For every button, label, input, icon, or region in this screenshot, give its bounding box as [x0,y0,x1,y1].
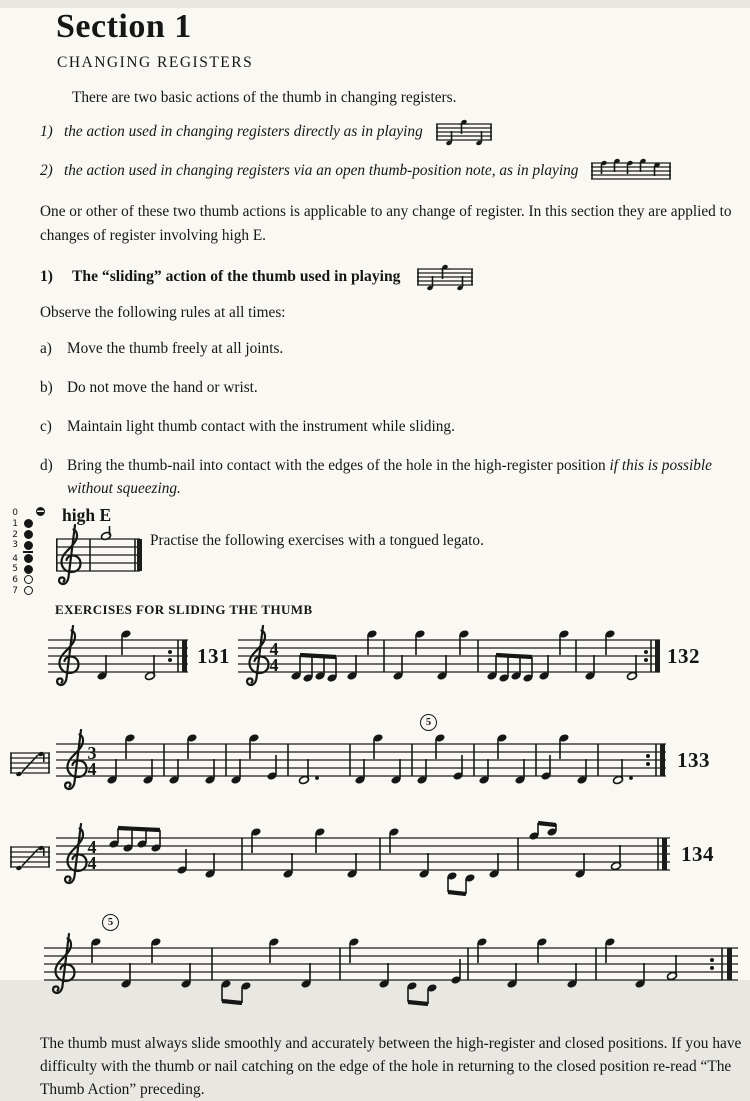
finger-mark-circle: 5 [420,714,437,731]
open-hole-icon [24,586,33,595]
page-title: Section 1 [56,8,192,45]
fingering-row [8,529,45,540]
rule-d-text-italic: if this is possible without squeezing. [67,457,712,498]
closed-hole-icon [24,554,33,563]
rule-d-text-normal: Bring the thumb-nail into contact with the edges of the hole in the high-register position [67,457,610,475]
exercise-135-staff [44,930,744,1008]
exercise-134-staff [56,820,678,898]
finger-mark-circle: 5 [102,914,119,931]
staff-excerpt-icon [590,157,672,185]
item-1-label: 1) [40,123,53,140]
closed-hole-icon [24,519,33,528]
exercise-132-staff [238,622,664,700]
hole-number: 1 [12,518,18,529]
action-item-1 [40,118,750,146]
staff-excerpt-icon [416,263,474,291]
closed-hole-icon [24,565,33,574]
fingering-row [8,519,45,530]
rule-b-text: Do not move the hand or wrist. [67,379,258,397]
observe-line: Observe the following rules at all times: [40,304,286,322]
time-signature-bottom: 4 [87,759,97,780]
exercise-number-131: 131 [197,644,230,669]
sliding-heading-label: 1) [40,268,53,286]
rule-c [40,416,740,439]
closed-hole-icon [24,541,33,550]
rule-b [40,377,740,400]
hole-number: 4 [12,553,18,564]
rule-a-text: Move the thumb freely at all joints. [67,340,284,358]
fingering-and-highE [0,505,750,600]
hole-number: 6 [12,574,18,585]
exercise-number-132: 132 [667,644,700,669]
hole-number: 7 [12,585,18,596]
fingering-row [8,508,45,519]
highE-staff [50,525,144,589]
sliding-heading-text: The “sliding” action of the thumb used in playing [72,268,401,286]
rule-d [40,455,740,501]
staff-row-1 [48,622,750,700]
rule-b-label: b) [40,379,53,397]
fingering-chart [8,508,45,596]
staff-excerpt-icon [435,118,493,146]
item-2-label: 2) [40,162,53,179]
action-item-2 [40,157,750,185]
staff-row-4 [44,917,750,1008]
highE-label: high E [62,505,112,526]
intro-paragraph: There are two basic actions of the thumb in changing registers. [72,89,457,106]
rule-a-label: a) [40,340,52,358]
footer-paragraph: The thumb must always slide smoothly and accurately between the high-register and closed positions. If you have difficulty with the thumb or nail catching on the edge of the hole in returning to the closed position re-read “The Thumb Action” preceding. [40,1035,742,1099]
fingering-row [8,575,45,586]
fingering-row [8,553,45,564]
time-signature-top: 3 [87,743,97,764]
fingering-row [8,540,45,551]
staff-row-2 [8,717,750,804]
time-signature-top: 4 [87,837,97,858]
slide-pictogram-icon [8,748,52,778]
fingering-row [8,564,45,575]
slide-pictogram-icon [8,842,52,872]
time-signature-bottom: 4 [269,655,279,676]
exercise-number-134: 134 [681,842,714,867]
exercise-131-staff [48,622,194,700]
exercises-heading: EXERCISES FOR SLIDING THE THUMB [55,602,313,618]
hole-number: 5 [12,564,18,575]
fingering-row [8,585,45,596]
exercise-133-staff [56,726,674,804]
rule-c-text: Maintain light thumb contact with the instrument while sliding. [67,418,455,436]
thumb-hole-half-icon [36,507,45,516]
rule-c-label: c) [40,418,52,436]
exercise-number-133: 133 [677,748,710,773]
practise-line: Practise the following exercises with a tongued legato. [150,532,484,550]
sliding-heading [40,263,750,291]
time-signature-bottom: 4 [87,853,97,874]
hole-number: 2 [12,529,18,540]
book-page [0,8,750,1099]
rule-d-label: d) [40,457,53,475]
closed-hole-icon [24,530,33,539]
register-paragraph: One or other of these two thumb actions is applicable to any change of register. In this section they are applied to changes of register involving high E. [40,203,732,244]
rule-a [40,338,740,361]
staff-row-3 [8,820,750,898]
rule-d-text [67,455,740,501]
hole-number: 3 [12,540,18,551]
item-2-text: the action used in changing registers via an open thumb-position note, as in playing [64,162,579,179]
time-signature-top: 4 [269,639,279,660]
section-subtitle: CHANGING REGISTERS [57,54,254,71]
hole-number: 0 [12,508,18,519]
item-1-text: the action used in changing registers directly as in playing [64,123,423,140]
open-hole-icon [24,575,33,584]
